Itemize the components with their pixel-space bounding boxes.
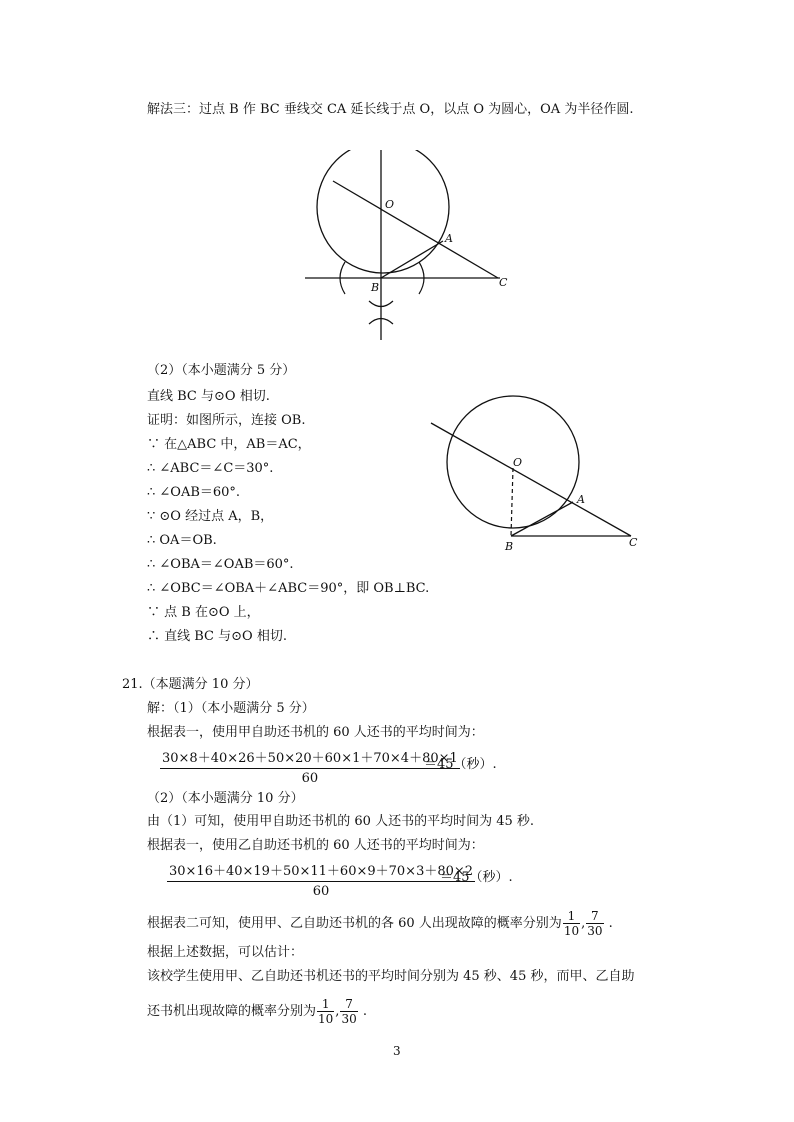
part2-line-3: ∵ 在△ABC 中，AB＝AC， <box>147 437 311 452</box>
part2-line-7: ∴ OA＝OB. <box>147 533 217 548</box>
q21-fraction-1-result: ＝45（秒）. <box>424 757 497 772</box>
prob-fraction-3 <box>317 997 334 1026</box>
q21-fraction-1 <box>160 747 460 786</box>
part2-line-1: 直线 BC 与⊙O 相切. <box>147 389 270 404</box>
q21-line5: 根据上述数据，可以估计： <box>147 945 304 960</box>
q21-line6: 该校学生使用甲、乙自助还书机还书的平均时间分别为 45 秒、45 秒，而甲、乙自助 <box>147 969 635 984</box>
part2-line-4: ∴ ∠ABC＝∠C＝30°. <box>147 461 274 476</box>
q21-line2: 由（1）可知，使用甲自助还书机的 60 人还书的平均时间为 45 秒. <box>147 814 535 829</box>
prob-fraction-1 <box>563 909 580 938</box>
part2-line-9: ∴ ∠OBC＝∠OBA＋∠ABC＝90°，即 OB⊥BC. <box>147 581 430 596</box>
prob-4-denominator: 30 <box>341 1012 357 1026</box>
figure-1-construction <box>295 150 525 345</box>
fig2-label-O: O <box>513 456 523 469</box>
fig1-label-B: B <box>371 281 380 294</box>
prob-1-numerator: 1 <box>563 909 580 924</box>
fig1-label-C: C <box>499 276 508 289</box>
part2-line-5: ∴ ∠OAB＝60°. <box>147 485 241 500</box>
q21-fraction-2-result: ＝45（秒）. <box>440 870 513 885</box>
fig1-label-A: A <box>445 232 453 245</box>
q21-fraction-1-denominator: 60 <box>301 771 319 786</box>
q21-fraction-1-numerator: 30×8＋40×26＋50×20＋60×1＋70×4＋80×1 <box>160 747 460 769</box>
figure-2-proof <box>425 390 650 555</box>
prob-3-denominator: 10 <box>318 1012 334 1026</box>
part2-header: （2）（本小题满分 5 分） <box>147 363 296 378</box>
part2-line-2: 证明：如图所示，连接 OB. <box>147 413 306 428</box>
q21-line7-text: 还书机出现故障的概率分别为 <box>147 1004 317 1019</box>
method3-text: 解法三：过点 B 作 BC 垂线交 CA 延长线于点 O，以点 O 为圆心，OA 为半径作圆. <box>147 102 634 117</box>
fig2-label-A: A <box>577 493 585 506</box>
line7-period: . <box>362 1004 367 1019</box>
part2-line-8: ∴ ∠OBA＝∠OAB＝60°. <box>147 557 294 572</box>
prob-2-denominator: 30 <box>587 924 603 938</box>
line4-period: . <box>608 916 613 931</box>
q21-fraction-2 <box>167 860 475 899</box>
fig2-label-C: C <box>629 536 638 549</box>
prob-3-numerator: 1 <box>317 997 334 1012</box>
q21-line3: 根据表一，使用乙自助还书机的 60 人还书的平均时间为： <box>147 838 484 853</box>
prob-separator-2: , <box>335 1004 340 1019</box>
page-number: 3 <box>393 1044 401 1058</box>
q21-sub2: （2）（本小题满分 10 分） <box>147 791 304 806</box>
q21-sub1: 解：（1）（本小题满分 5 分） <box>147 701 315 716</box>
q21-line7 <box>147 994 367 1030</box>
part2-line-10: ∵ 点 B 在⊙O 上， <box>147 605 260 620</box>
q21-line4-text: 根据表二可知，使用甲、乙自助还书机的各 60 人出现故障的概率分别为 <box>147 916 562 931</box>
q21-title: 21.（本题满分 10 分） <box>122 677 259 692</box>
part2-line-6: ∵ ⊙O 经过点 A，B， <box>147 509 274 524</box>
fig1-label-O: O <box>385 198 395 211</box>
prob-fraction-2 <box>586 909 603 938</box>
prob-separator: , <box>581 916 586 931</box>
q21-fraction-2-denominator: 60 <box>312 884 330 899</box>
part2-line-11: ∴ 直线 BC 与⊙O 相切. <box>147 629 287 644</box>
fig2-label-B: B <box>505 540 514 553</box>
q21-fraction-2-numerator: 30×16＋40×19＋50×11＋60×9＋70×3＋80×2 <box>167 860 475 882</box>
q21-line1: 根据表一，使用甲自助还书机的 60 人还书的平均时间为： <box>147 725 484 740</box>
prob-fraction-4 <box>340 997 357 1026</box>
prob-1-denominator: 10 <box>563 924 580 938</box>
q21-line4 <box>147 906 613 942</box>
prob-4-numerator: 7 <box>340 997 357 1012</box>
prob-2-numerator: 7 <box>586 909 603 924</box>
